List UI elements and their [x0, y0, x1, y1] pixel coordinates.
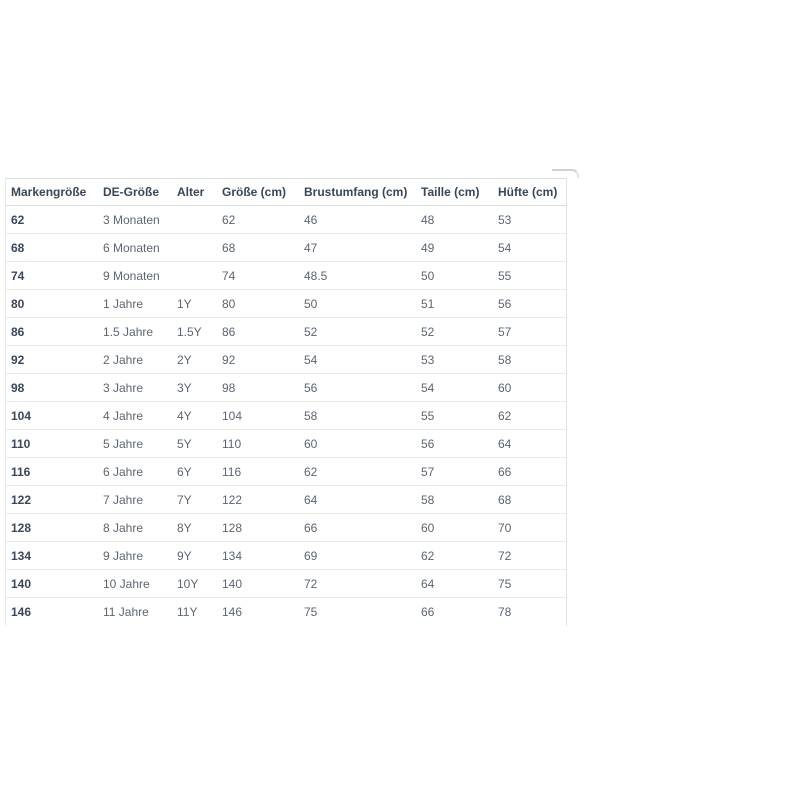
table-cell: 3Y [172, 374, 217, 402]
table-cell: 52 [299, 318, 416, 346]
table-cell: 6 Jahre [98, 458, 172, 486]
table-cell: 69 [299, 542, 416, 570]
header-cell: Alter [172, 179, 217, 206]
table-cell: 54 [416, 374, 493, 402]
table-cell: 75 [304, 604, 318, 619]
table-cell: 68 [493, 486, 566, 514]
table-cell: 11 Jahre [103, 604, 149, 619]
table-cell: 128 [6, 514, 98, 542]
table-row [6, 486, 566, 514]
table-cell: 6Y [172, 458, 217, 486]
table-cell: 53 [493, 206, 566, 234]
table-cell: 78 [498, 604, 512, 619]
table-cell: 7 Jahre [98, 486, 172, 514]
table-cell: 60 [299, 430, 416, 458]
table-cell: 52 [416, 318, 493, 346]
table-cell: 56 [493, 290, 566, 318]
table-cell: 66 [299, 514, 416, 542]
table-row [6, 514, 566, 542]
table-cell: 92 [217, 346, 299, 374]
table-cell: 54 [493, 234, 566, 262]
table-cell: 92 [6, 346, 98, 374]
table-cell: 1.5 Jahre [98, 318, 172, 346]
table-cell: 48 [416, 206, 493, 234]
table-cell: 60 [416, 514, 493, 542]
table-cell: 51 [416, 290, 493, 318]
table-cell: 9 Jahre [98, 542, 172, 570]
table-cell: 98 [6, 374, 98, 402]
table-cell: 134 [217, 542, 299, 570]
table-cell: 146 [11, 604, 32, 619]
table-cell: 72 [493, 542, 566, 570]
header-cell: DE-Größe [98, 179, 172, 206]
header-row [6, 179, 566, 206]
table-cell: 47 [299, 234, 416, 262]
table-cell: 56 [416, 430, 493, 458]
table-cell: 74 [6, 262, 98, 290]
table-row [6, 318, 566, 346]
table-cell: 110 [6, 430, 98, 458]
table-cell: 2 Jahre [98, 346, 172, 374]
table-cell: 66 [421, 604, 435, 619]
table-row [6, 206, 566, 234]
table-cell: 122 [6, 486, 98, 514]
table-row [6, 402, 566, 430]
table-row [6, 458, 566, 486]
table-cell: 64 [416, 570, 493, 598]
size-chart-body [6, 206, 566, 626]
table-cell: 1.5Y [172, 318, 217, 346]
table-cell: 58 [416, 486, 493, 514]
table-cell: 146 [222, 604, 243, 619]
table-cell: 10Y [172, 570, 217, 598]
table-cell: 128 [217, 514, 299, 542]
table-cell: 62 [416, 542, 493, 570]
table-cell: 134 [6, 542, 98, 570]
table-cell: 58 [299, 402, 416, 430]
table-cell: 57 [493, 318, 566, 346]
table-cell: 6 Monaten [98, 234, 172, 262]
table-cell: 48.5 [299, 262, 416, 290]
table-cell: 46 [299, 206, 416, 234]
table-cell: 64 [299, 486, 416, 514]
size-chart-table-container [5, 178, 567, 626]
table-cell: 62 [299, 458, 416, 486]
table-cell: 60 [493, 374, 566, 402]
table-cell: 64 [493, 430, 566, 458]
table-cell: 7Y [172, 486, 217, 514]
table-cell: 86 [217, 318, 299, 346]
header-cell: Hüfte (cm) [493, 179, 566, 206]
table-cell [172, 206, 217, 234]
table-cell: 68 [217, 234, 299, 262]
table-cell: 140 [217, 570, 299, 598]
table-cell [172, 262, 217, 290]
table-row [6, 570, 566, 598]
table-cell: 11Y [177, 604, 198, 619]
header-cell: Taille (cm) [416, 179, 493, 206]
table-cell: 62 [217, 206, 299, 234]
table-cell: 110 [217, 430, 299, 458]
header-cell: Markengröße [6, 179, 98, 206]
table-cell: 75 [493, 570, 566, 598]
table-cell: 70 [493, 514, 566, 542]
table-cell: 80 [217, 290, 299, 318]
table-cell: 53 [416, 346, 493, 374]
table-cell: 9 Monaten [98, 262, 172, 290]
table-cell: 2Y [172, 346, 217, 374]
table-cell: 80 [6, 290, 98, 318]
header-cell: Brustumfang (cm) [299, 179, 416, 206]
table-cell: 3 Jahre [98, 374, 172, 402]
table-cell: 9Y [172, 542, 217, 570]
table-cell: 68 [6, 234, 98, 262]
table-cell: 104 [217, 402, 299, 430]
table-cell: 62 [6, 206, 98, 234]
size-chart-table [6, 178, 566, 626]
scrollbar-top-corner [552, 169, 579, 178]
table-cell: 140 [6, 570, 98, 598]
table-cell: 49 [416, 234, 493, 262]
table-cell: 122 [217, 486, 299, 514]
table-cell: 55 [416, 402, 493, 430]
table-cell: 50 [416, 262, 493, 290]
table-cell: 72 [299, 570, 416, 598]
table-cell: 5 Jahre [98, 430, 172, 458]
table-row [6, 262, 566, 290]
table-cell: 5Y [172, 430, 217, 458]
table-row [6, 430, 566, 458]
table-cell: 10 Jahre [98, 570, 172, 598]
table-cell [172, 234, 217, 262]
table-cell: 57 [416, 458, 493, 486]
table-row [6, 290, 566, 318]
size-chart-header [6, 179, 566, 206]
table-cell: 86 [6, 318, 98, 346]
table-cell: 4Y [172, 402, 217, 430]
header-cell: Größe (cm) [217, 179, 299, 206]
table-row [6, 374, 566, 402]
table-cell: 98 [217, 374, 299, 402]
table-cell: 66 [493, 458, 566, 486]
table-cell: 55 [493, 262, 566, 290]
table-row [6, 234, 566, 262]
table-cell: 8Y [172, 514, 217, 542]
table-row [6, 598, 566, 626]
table-row [6, 346, 566, 374]
table-cell: 4 Jahre [98, 402, 172, 430]
table-cell: 104 [6, 402, 98, 430]
table-cell: 116 [6, 458, 98, 486]
table-cell: 116 [217, 458, 299, 486]
table-cell: 58 [493, 346, 566, 374]
table-cell: 8 Jahre [98, 514, 172, 542]
table-row [6, 542, 566, 570]
table-cell: 1Y [172, 290, 217, 318]
table-cell: 74 [217, 262, 299, 290]
table-cell: 62 [493, 402, 566, 430]
table-cell: 56 [299, 374, 416, 402]
table-cell: 50 [299, 290, 416, 318]
table-cell: 3 Monaten [98, 206, 172, 234]
table-cell: 1 Jahre [98, 290, 172, 318]
table-cell: 54 [299, 346, 416, 374]
